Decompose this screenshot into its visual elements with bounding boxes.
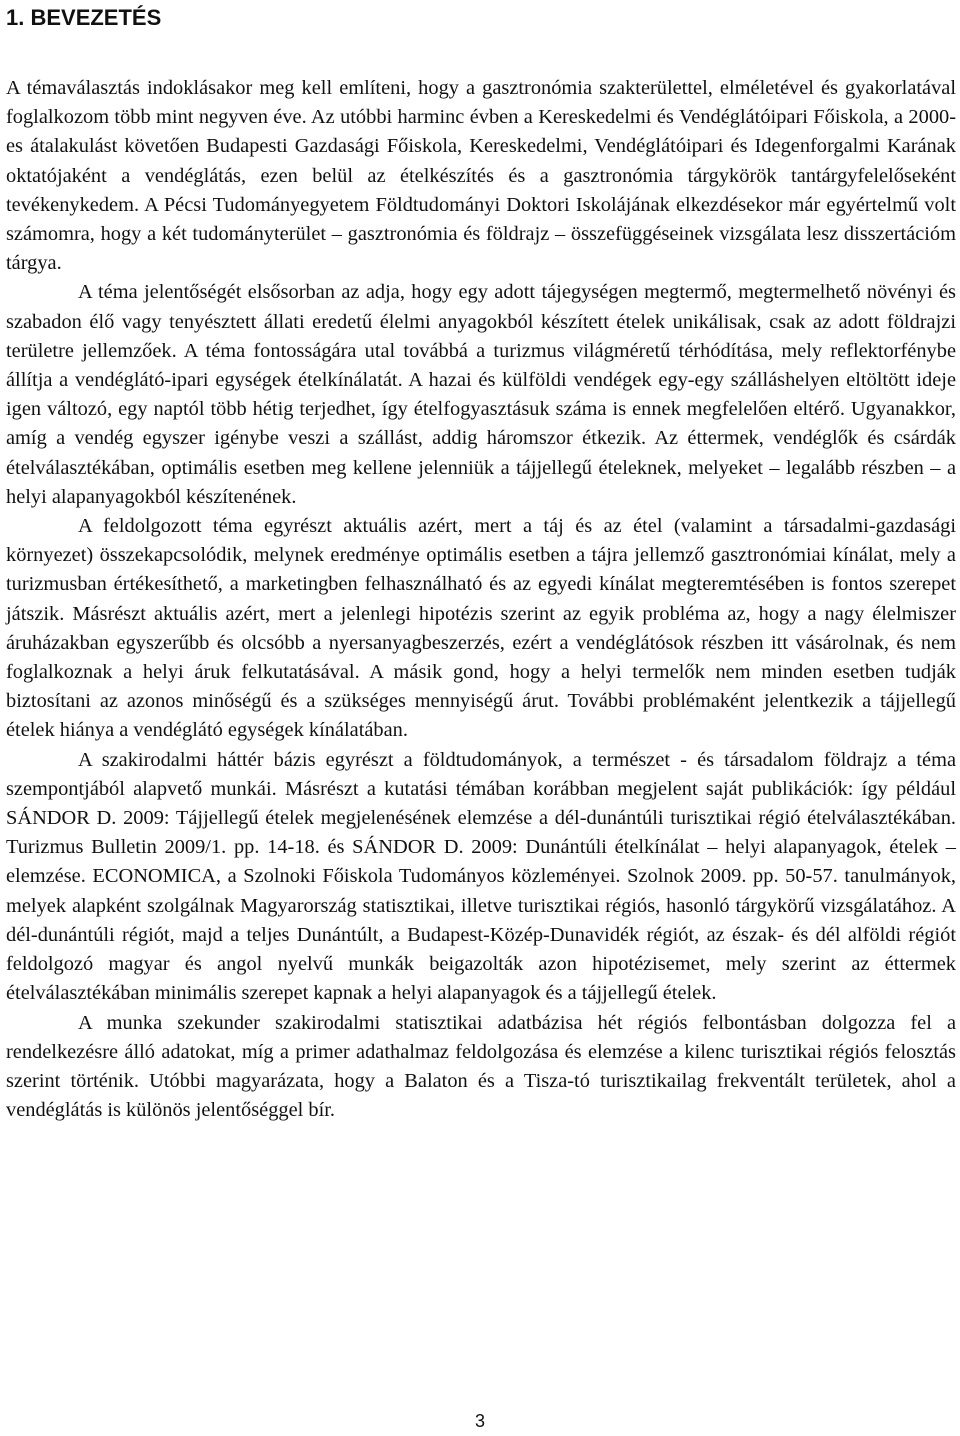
paragraph-significance: A téma jelentőségét elsősorban az adja, hogy egy adott tájegységen megtermő, megtermelhető növényi és szabadon élő vagy tenyésztett állati eredetű élelmi anyagokból készített ételek unikálisak, csak az adott földrajzi területre jellemzőek. A téma fontosságára utal továbbá a turizmus világméretű térhódítása, mely reflektorfénybe állítja a vendéglátó-ipari egységek ételkínálatát. A hazai és külföldi vendégek egy-egy szálláshelyen eltöltött ideje igen változó, egy naptól több hétig terjedhet, így ételfogyasztásuk száma is ennek megfelelően eltérő. Ugyanakkor, amíg a vendég egyszer igénybe veszi a szállást, addig háromszor étkezik. Az éttermek, vendéglők és csárdák ételválasztékában, optimális esetben meg kellene jelenniük a tájjellegű ételeknek, melyeket – legalább részben – a helyi alapanyagokból készítenének.	[6, 281, 956, 508]
paragraph-database: A munka szekunder szakirodalmi statisztikai adatbázisa hét régiós felbontásban dolgozza fel a rendelkezésre álló adatokat, míg a primer adathalmaz feldolgozása és elemzése a kilenc turisztikai régiós felosztás szerint történik. Utóbbi magyarázata, hogy a Balaton és a Tisza-tó turisztikailag frekventált területek, ahol a vendéglátás is különös jelentőséggel bír.	[6, 1011, 956, 1122]
paragraph-literature: A szakirodalmi háttér bázis egyrészt a földtudományok, a természet - és társadalom földrajz a téma szempontjából alapvető munkái. Másrészt a kutatási témában korábban megjelent saját publikációk: így például SÁNDOR D. 2009: Tájjellegű ételek megjelenésének elemzése a dél-dunántúli turisztikai régió ételválasztékában. Turizmus Bulletin 2009/1. pp. 14-18. és SÁNDOR D. 2009: Dunántúli ételkínálat – helyi alapanyagok, ételek – elemzése. ECONOMICA, a Szolnoki Főiskola Tudományos közleményei. Szolnok 2009. pp. 50-57. tanulmányok, melyek alapként szolgálnak Magyarország statisztikai, illetve turisztikai régiós, hasonló tárgykörű vizsgálatához. A dél-dunántúli régiót, majd a teljes Dunántúlt, a Budapest-Közép-Dunavidék régiót, az észak- és dél alföldi régiót feldolgozó magyar és angol nyelvű munkák beigazolták azon hipotézisemet, mely szerint az éttermek ételválasztékában minimális szerepet kapnak a helyi alapanyagok és a tájjellegű ételek.	[6, 748, 956, 1005]
paragraph-intro: A témaválasztás indoklásakor meg kell említeni, hogy a gasztronómia szakterülettel, elméletével és gyakorlatával foglalkozom több mint negyven éve. Az utóbbi harminc évben a Kereskedelmi és Vendéglátóipari Főiskola, a 2000-es átalakulást követően Budapesti Gazdasági Főiskola, Kereskedelmi, Vendéglátóipari és Idegenforgalmi Karának oktatójaként a vendéglátás, ezen belül az ételkészítés és a gasztronómia tárgykörök tantárgyfelelőseként tevékenykedem. A Pécsi Tudományegyetem Földtudományi Doktori Iskolájának elkezdésekor már egyértelmű volt számomra, hogy a két tudományterület – gasztronómia és földrajz – összefüggéseinek vizsgálata lesz disszertációm tárgya.	[6, 77, 956, 275]
page-number: 3	[474, 1411, 485, 1431]
paragraph-relevance: A feldolgozott téma egyrészt aktuális azért, mert a táj és az étel (valamint a társadalmi-gazdasági környezet) összekapcsolódik, melynek eredménye optimális esetben a tájra jellemző gasztronómiai kínálat, mely a turizmusban értékesíthető, a marketingben felhasználható és az egyedi kínálat megteremtésében is fontos szerepet játszik. Másrészt aktuális azért, mert a jelenlegi hipotézis szerint az egyik probléma az, hogy a nagy élelmiszer áruházakban egyszerűbb és olcsóbb a nyersanyagbeszerzés, ezért a vendéglátósok részben itt vásárolnak, és nem foglalkoznak a helyi áruk felkutatásával. A másik gond, hogy a helyi termelők nem minden esetben tudják biztosítani az azonos minőségű és a szükséges mennyiségű árut. További problémaként jelentkezik a tájjellegű ételek hiánya a vendéglátó egységek kínálatában.	[6, 515, 956, 742]
section-heading: 1. BEVEZETÉS	[6, 5, 162, 30]
body-text	[6, 74, 956, 1125]
